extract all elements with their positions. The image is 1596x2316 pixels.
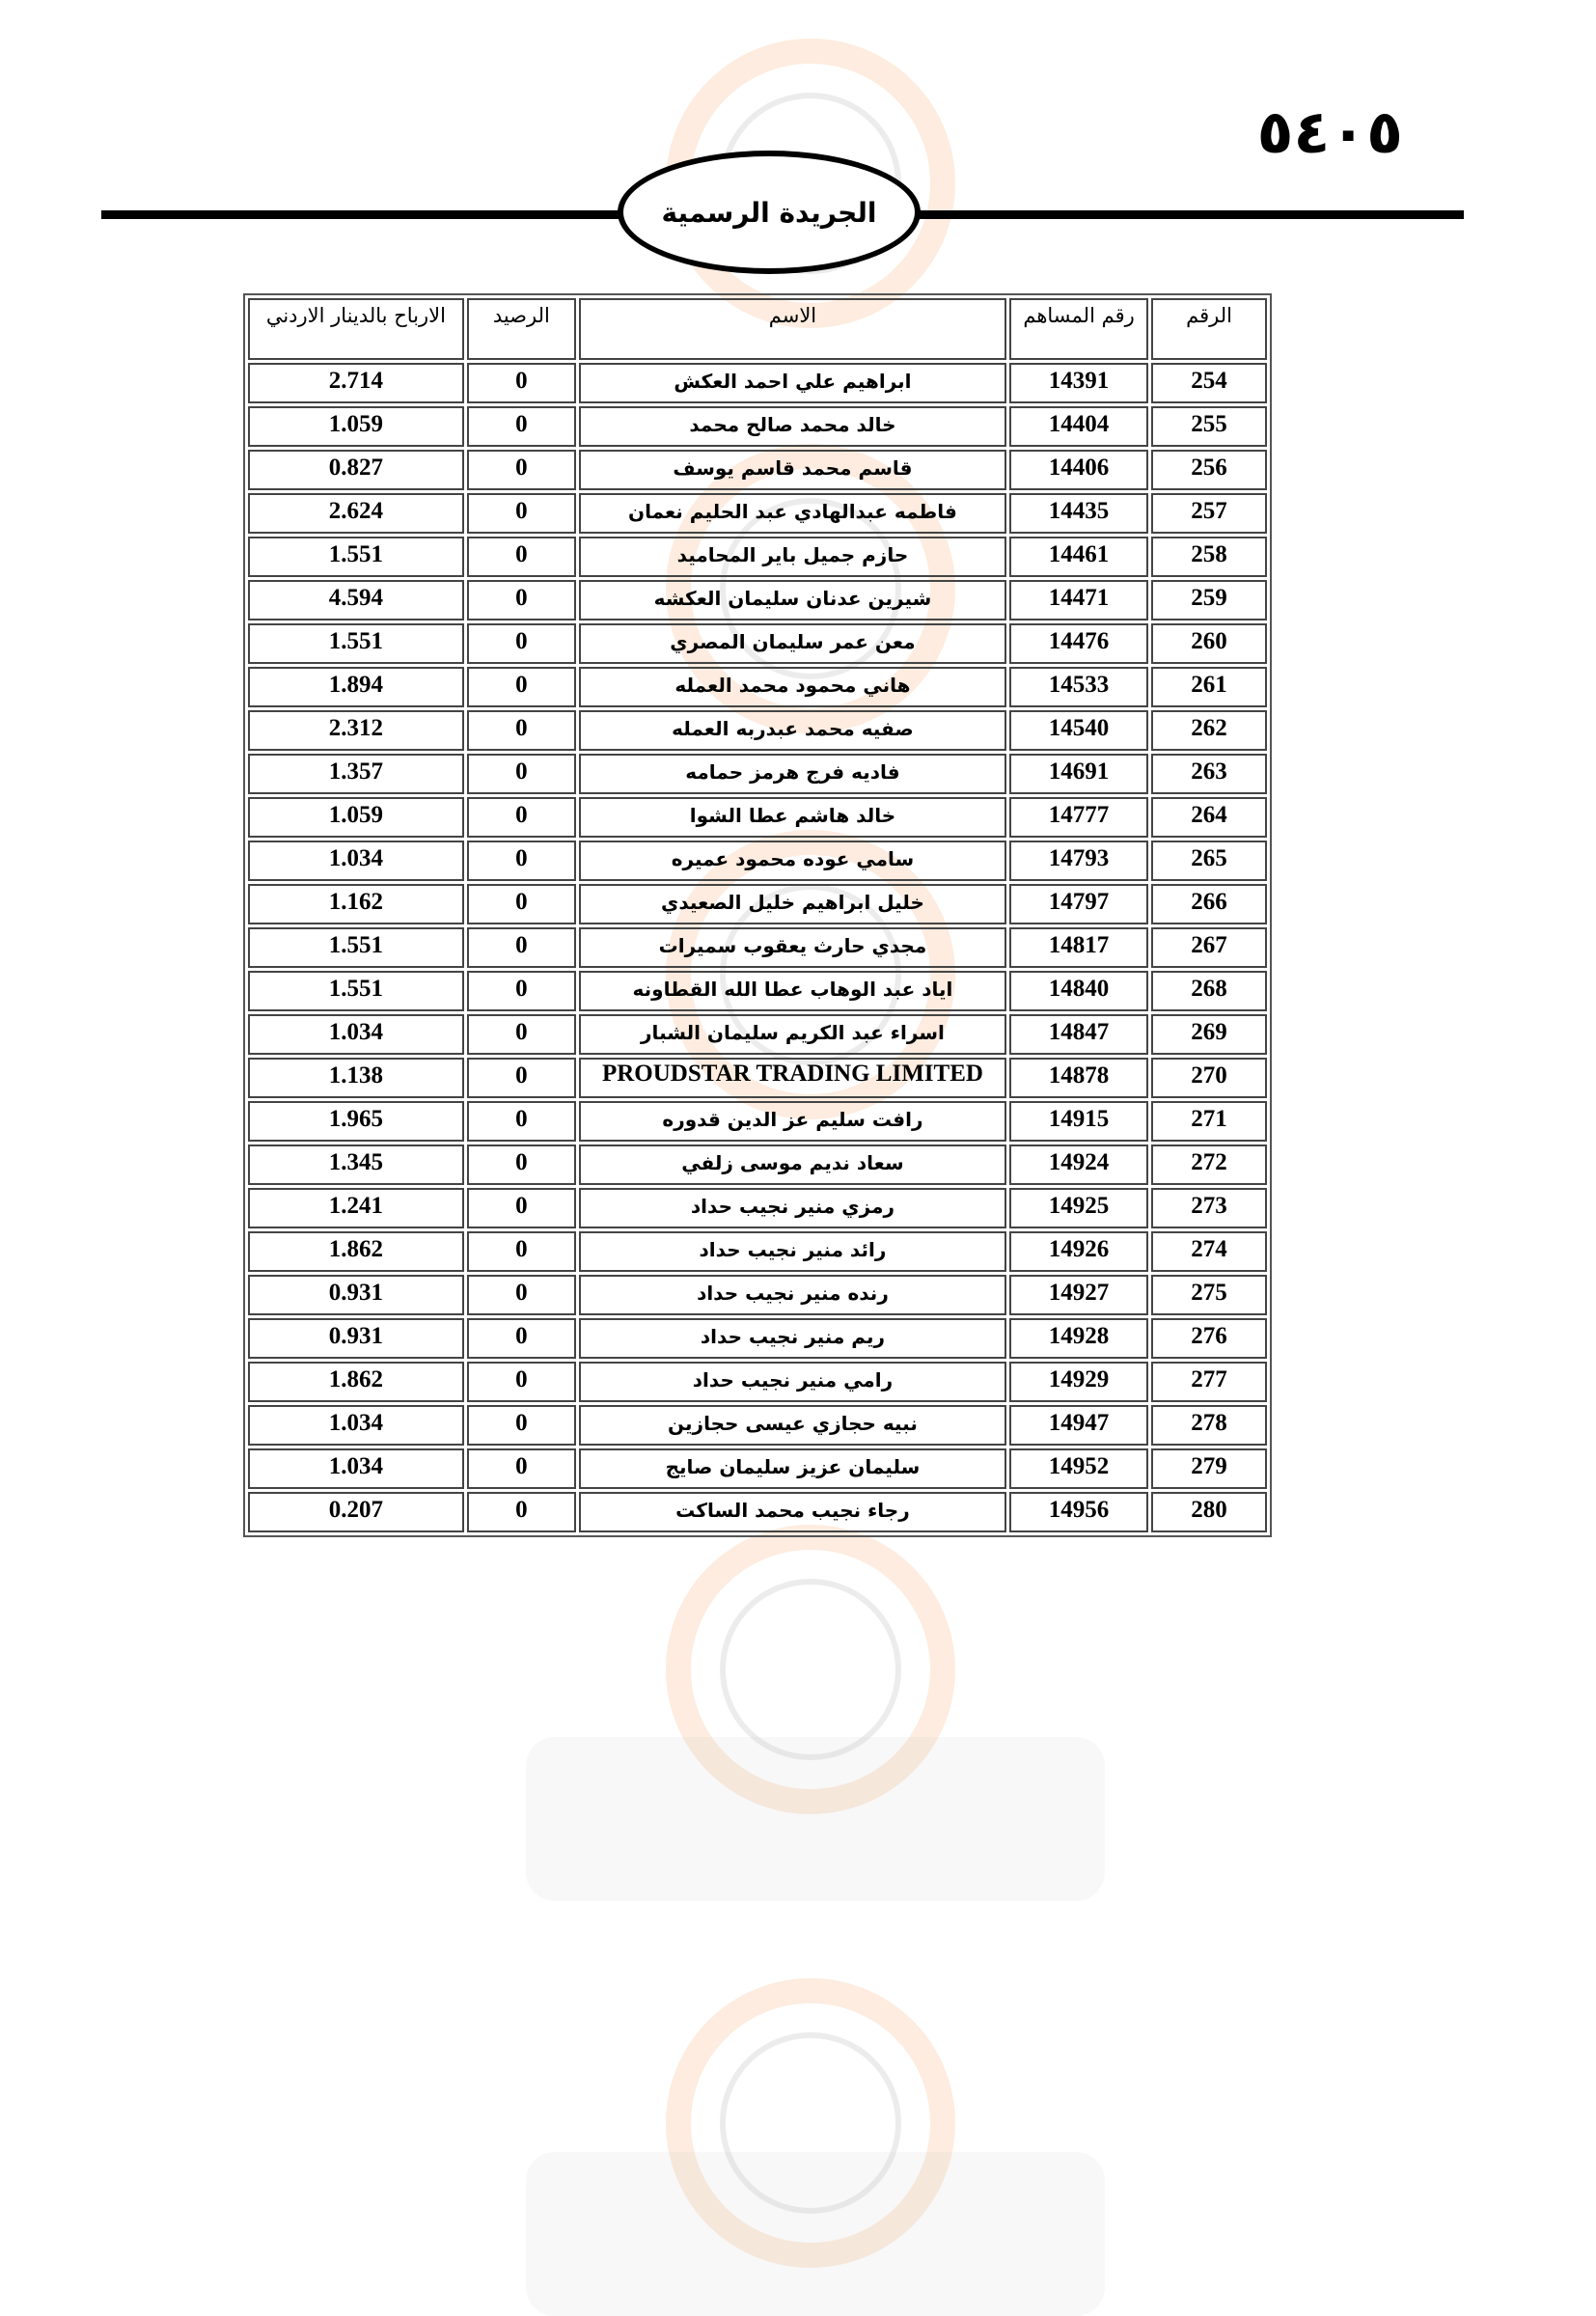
cell-balance: 0 [467, 667, 576, 707]
cell-shareholder-no: 14952 [1009, 1448, 1148, 1489]
cell-balance: 0 [467, 493, 576, 534]
cell-name: قاسم محمد قاسم يوسف [579, 450, 1006, 490]
table-row [248, 1188, 1267, 1228]
cell-balance: 0 [467, 1188, 576, 1228]
cell-number: 261 [1151, 667, 1267, 707]
table-row [248, 1058, 1267, 1098]
table-row [248, 797, 1267, 838]
table-row [248, 580, 1267, 620]
cell-name: فاطمه عبدالهادي عبد الحليم نعمان [579, 493, 1006, 534]
cell-balance: 0 [467, 971, 576, 1011]
table-row [248, 1144, 1267, 1185]
cell-shareholder-no: 14947 [1009, 1405, 1148, 1446]
cell-name: هاني محمود محمد العمله [579, 667, 1006, 707]
header-number: الرقم [1151, 298, 1267, 360]
cell-shareholder-no: 14476 [1009, 623, 1148, 664]
cell-profit: 1.862 [248, 1231, 464, 1272]
cell-name: رمزي منير نجيب حداد [579, 1188, 1006, 1228]
cell-profit: 1.894 [248, 667, 464, 707]
cell-shareholder-no: 14928 [1009, 1318, 1148, 1359]
table-row [248, 1275, 1267, 1315]
table-row [248, 927, 1267, 968]
cell-name: صفيه محمد عبدربه العمله [579, 710, 1006, 751]
table-header-row [248, 298, 1267, 360]
cell-number: 265 [1151, 841, 1267, 881]
cell-profit: 1.059 [248, 797, 464, 838]
cell-number: 271 [1151, 1101, 1267, 1142]
cell-shareholder-no: 14793 [1009, 841, 1148, 881]
watermark-logo-text [526, 2152, 1105, 2316]
cell-shareholder-no: 14925 [1009, 1188, 1148, 1228]
cell-shareholder-no: 14435 [1009, 493, 1148, 534]
watermark-logo-text [526, 1737, 1105, 1901]
cell-shareholder-no: 14956 [1009, 1492, 1148, 1532]
cell-number: 275 [1151, 1275, 1267, 1315]
cell-balance: 0 [467, 927, 576, 968]
page-number: ٥٤٠٥ [1256, 96, 1403, 167]
cell-name: رامي منير نجيب حداد [579, 1362, 1006, 1402]
cell-balance: 0 [467, 1448, 576, 1489]
cell-number: 266 [1151, 884, 1267, 924]
cell-name: رافت سليم عز الدين قدوره [579, 1101, 1006, 1142]
cell-profit: 1.551 [248, 537, 464, 577]
table-row [248, 1492, 1267, 1532]
cell-name: اسراء عبد الكريم سليمان الشبار [579, 1014, 1006, 1055]
cell-number: 259 [1151, 580, 1267, 620]
cell-balance: 0 [467, 450, 576, 490]
cell-shareholder-no: 14391 [1009, 363, 1148, 403]
cell-name: ريم منير نجيب حداد [579, 1318, 1006, 1359]
cell-balance: 0 [467, 1492, 576, 1532]
table-row [248, 1101, 1267, 1142]
cell-shareholder-no: 14926 [1009, 1231, 1148, 1272]
cell-balance: 0 [467, 580, 576, 620]
cell-number: 272 [1151, 1144, 1267, 1185]
cell-name: معن عمر سليمان المصري [579, 623, 1006, 664]
cell-shareholder-no: 14691 [1009, 754, 1148, 794]
cell-profit: 1.034 [248, 841, 464, 881]
header-profit: الارباح بالدينار الاردني [248, 298, 464, 360]
cell-profit: 1.138 [248, 1058, 464, 1098]
cell-name: اياد عبد الوهاب عطا الله القطاونه [579, 971, 1006, 1011]
cell-profit: 2.624 [248, 493, 464, 534]
cell-number: 278 [1151, 1405, 1267, 1446]
shareholders-table [243, 293, 1272, 1537]
cell-shareholder-no: 14817 [1009, 927, 1148, 968]
cell-profit: 1.034 [248, 1405, 464, 1446]
cell-number: 254 [1151, 363, 1267, 403]
cell-number: 268 [1151, 971, 1267, 1011]
cell-name: رجاء نجيب محمد الساكت [579, 1492, 1006, 1532]
cell-name: فاديه فرج هرمز حمامه [579, 754, 1006, 794]
cell-number: 279 [1151, 1448, 1267, 1489]
cell-name: PROUDSTAR TRADING LIMITED [579, 1058, 1006, 1098]
cell-name: خليل ابراهيم خليل الصعيدي [579, 884, 1006, 924]
cell-balance: 0 [467, 710, 576, 751]
table-row [248, 1448, 1267, 1489]
cell-profit: 1.345 [248, 1144, 464, 1185]
cell-shareholder-no: 14533 [1009, 667, 1148, 707]
cell-shareholder-no: 14406 [1009, 450, 1148, 490]
table-row [248, 710, 1267, 751]
cell-number: 277 [1151, 1362, 1267, 1402]
cell-name: سامي عوده محمود عميره [579, 841, 1006, 881]
header-shareholder-no: رقم المساهم [1009, 298, 1148, 360]
cell-profit: 2.312 [248, 710, 464, 751]
cell-profit: 0.827 [248, 450, 464, 490]
cell-name: رنده منير نجيب حداد [579, 1275, 1006, 1315]
cell-profit: 1.162 [248, 884, 464, 924]
table-row [248, 667, 1267, 707]
cell-balance: 0 [467, 754, 576, 794]
cell-number: 262 [1151, 710, 1267, 751]
cell-number: 267 [1151, 927, 1267, 968]
cell-profit: 0.931 [248, 1275, 464, 1315]
table-row [248, 971, 1267, 1011]
cell-profit: 1.965 [248, 1101, 464, 1142]
cell-profit: 1.551 [248, 623, 464, 664]
cell-profit: 0.931 [248, 1318, 464, 1359]
cell-name: رائد منير نجيب حداد [579, 1231, 1006, 1272]
cell-name: شيرين عدنان سليمان العكشه [579, 580, 1006, 620]
cell-profit: 1.241 [248, 1188, 464, 1228]
cell-number: 264 [1151, 797, 1267, 838]
cell-name: نبيه حجازي عيسى حجازين [579, 1405, 1006, 1446]
table-row [248, 884, 1267, 924]
cell-profit: 4.594 [248, 580, 464, 620]
cell-balance: 0 [467, 1362, 576, 1402]
cell-balance: 0 [467, 1058, 576, 1098]
cell-balance: 0 [467, 884, 576, 924]
cell-name: خالد هاشم عطا الشوا [579, 797, 1006, 838]
cell-number: 263 [1151, 754, 1267, 794]
cell-number: 276 [1151, 1318, 1267, 1359]
cell-profit: 1.034 [248, 1448, 464, 1489]
cell-shareholder-no: 14924 [1009, 1144, 1148, 1185]
cell-shareholder-no: 14540 [1009, 710, 1148, 751]
cell-name: سعاد نديم موسى زلفي [579, 1144, 1006, 1185]
cell-profit: 0.207 [248, 1492, 464, 1532]
cell-balance: 0 [467, 406, 576, 447]
cell-profit: 2.714 [248, 363, 464, 403]
table-row [248, 493, 1267, 534]
cell-number: 280 [1151, 1492, 1267, 1532]
cell-profit: 1.357 [248, 754, 464, 794]
table-row [248, 1362, 1267, 1402]
cell-balance: 0 [467, 623, 576, 664]
table-row [248, 1231, 1267, 1272]
cell-profit: 1.862 [248, 1362, 464, 1402]
cell-shareholder-no: 14840 [1009, 971, 1148, 1011]
cell-shareholder-no: 14404 [1009, 406, 1148, 447]
cell-number: 260 [1151, 623, 1267, 664]
table-row [248, 363, 1267, 403]
cell-shareholder-no: 14847 [1009, 1014, 1148, 1055]
cell-balance: 0 [467, 1405, 576, 1446]
cell-balance: 0 [467, 841, 576, 881]
cell-number: 273 [1151, 1188, 1267, 1228]
table-row [248, 537, 1267, 577]
cell-balance: 0 [467, 1014, 576, 1055]
table-row [248, 406, 1267, 447]
table-row [248, 754, 1267, 794]
cell-number: 270 [1151, 1058, 1267, 1098]
table-row [248, 1318, 1267, 1359]
table-row [248, 450, 1267, 490]
table-row [248, 623, 1267, 664]
cell-balance: 0 [467, 1275, 576, 1315]
cell-profit: 1.551 [248, 971, 464, 1011]
cell-shareholder-no: 14927 [1009, 1275, 1148, 1315]
cell-shareholder-no: 14461 [1009, 537, 1148, 577]
header-oval [618, 151, 921, 274]
table-row [248, 1014, 1267, 1055]
cell-number: 256 [1151, 450, 1267, 490]
cell-profit: 1.551 [248, 927, 464, 968]
cell-name: ابراهيم علي احمد العكش [579, 363, 1006, 403]
cell-name: حازم جميل باير المحاميد [579, 537, 1006, 577]
cell-profit: 1.034 [248, 1014, 464, 1055]
cell-name: سليمان عزيز سليمان صايج [579, 1448, 1006, 1489]
header-balance: الرصيد [467, 298, 576, 360]
cell-name: خالد محمد صالح محمد [579, 406, 1006, 447]
table-row [248, 1405, 1267, 1446]
cell-shareholder-no: 14929 [1009, 1362, 1148, 1402]
cell-name: مجدي حارث يعقوب سميرات [579, 927, 1006, 968]
cell-shareholder-no: 14797 [1009, 884, 1148, 924]
cell-balance: 0 [467, 363, 576, 403]
table-row [248, 841, 1267, 881]
cell-balance: 0 [467, 1144, 576, 1185]
cell-balance: 0 [467, 797, 576, 838]
cell-shareholder-no: 14915 [1009, 1101, 1148, 1142]
cell-shareholder-no: 14878 [1009, 1058, 1148, 1098]
cell-shareholder-no: 14777 [1009, 797, 1148, 838]
cell-number: 255 [1151, 406, 1267, 447]
cell-number: 269 [1151, 1014, 1267, 1055]
cell-number: 258 [1151, 537, 1267, 577]
header-title: الجريدة الرسمية [661, 196, 877, 229]
cell-balance: 0 [467, 1318, 576, 1359]
cell-number: 274 [1151, 1231, 1267, 1272]
header-name: الاسم [579, 298, 1006, 360]
cell-balance: 0 [467, 1231, 576, 1272]
cell-balance: 0 [467, 537, 576, 577]
cell-shareholder-no: 14471 [1009, 580, 1148, 620]
cell-number: 257 [1151, 493, 1267, 534]
cell-profit: 1.059 [248, 406, 464, 447]
cell-balance: 0 [467, 1101, 576, 1142]
